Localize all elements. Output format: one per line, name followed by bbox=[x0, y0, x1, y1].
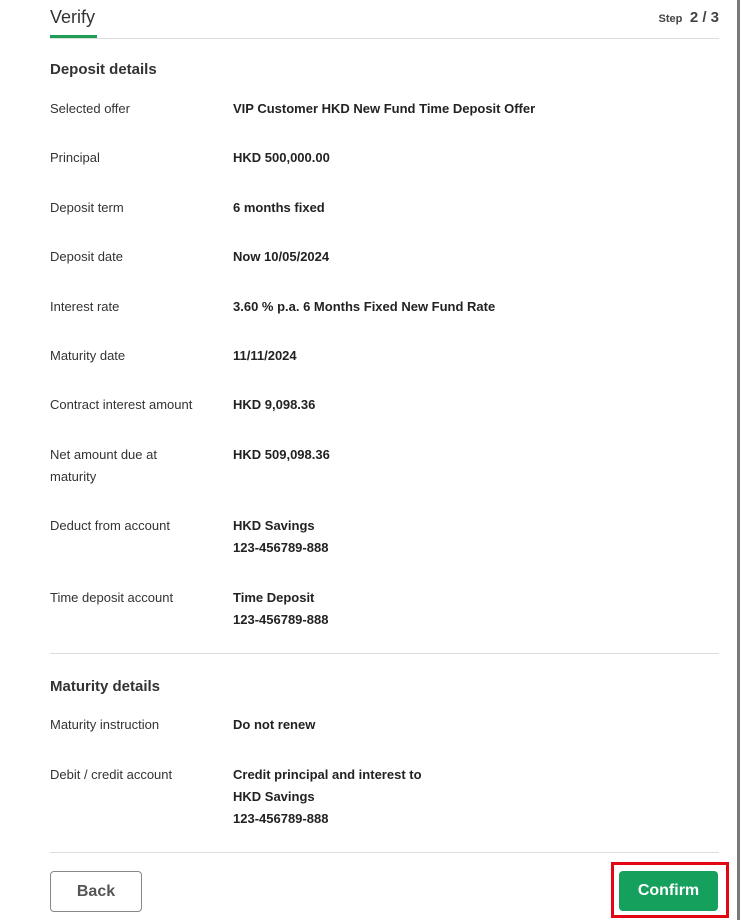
deduct-from-label: Deduct from account bbox=[50, 518, 170, 533]
confirm-button[interactable]: Confirm bbox=[619, 871, 718, 911]
maturity-instruction-label: Maturity instruction bbox=[50, 717, 160, 732]
deduct-from-account-name: HKD Savings bbox=[233, 518, 315, 533]
contract-interest-label: Contract interest amount bbox=[50, 397, 193, 412]
time-deposit-account-number: 123-456789-888 bbox=[233, 612, 329, 627]
window-edge bbox=[737, 0, 740, 920]
maturity-date-value: 11/11/2024 bbox=[233, 348, 297, 363]
principal-value: HKD 500,000.00 bbox=[233, 150, 330, 165]
deduct-from-account-number: 123-456789-888 bbox=[233, 540, 329, 555]
maturity-date-label: Maturity date bbox=[50, 348, 126, 363]
page-title: Verify bbox=[50, 7, 96, 27]
selected-offer-label: Selected offer bbox=[50, 101, 130, 116]
step-indicator bbox=[659, 9, 719, 27]
contract-interest-value: HKD 9,098.36 bbox=[233, 397, 316, 412]
maturity-details-heading: Maturity details bbox=[50, 678, 161, 695]
time-deposit-account-label: Time deposit account bbox=[50, 590, 174, 605]
page-header bbox=[50, 0, 719, 39]
step-label: Step bbox=[658, 13, 683, 25]
net-amount-value: HKD 509,098.36 bbox=[233, 447, 330, 462]
principal-label: Principal bbox=[50, 150, 100, 165]
interest-rate-label: Interest rate bbox=[50, 299, 120, 314]
deposit-date-value: Now 10/05/2024 bbox=[233, 249, 330, 264]
step-progress: 2 / 3 bbox=[689, 9, 719, 26]
debit-credit-instruction: Credit principal and interest to bbox=[233, 767, 422, 782]
debit-credit-account-label: Debit / credit account bbox=[50, 767, 173, 782]
deposit-term-label: Deposit term bbox=[50, 200, 124, 215]
interest-rate-value: 3.60 % p.a. 6 Months Fixed New Fund Rate bbox=[233, 299, 496, 314]
net-amount-label: Net amount due at maturity bbox=[50, 447, 157, 484]
actions-divider bbox=[50, 852, 719, 853]
section-divider bbox=[50, 653, 719, 654]
time-deposit-account-name: Time Deposit bbox=[233, 590, 315, 605]
debit-credit-account-name: HKD Savings bbox=[233, 789, 315, 804]
maturity-instruction-value: Do not renew bbox=[233, 717, 316, 732]
debit-credit-account-number: 123-456789-888 bbox=[233, 811, 329, 826]
active-tab-indicator bbox=[50, 35, 97, 38]
deposit-details-heading: Deposit details bbox=[50, 61, 157, 78]
selected-offer-value: VIP Customer HKD New Fund Time Deposit Offer bbox=[233, 101, 536, 116]
deposit-term-value: 6 months fixed bbox=[233, 200, 325, 215]
deposit-date-label: Deposit date bbox=[50, 249, 123, 264]
back-button[interactable]: Back bbox=[50, 871, 142, 912]
